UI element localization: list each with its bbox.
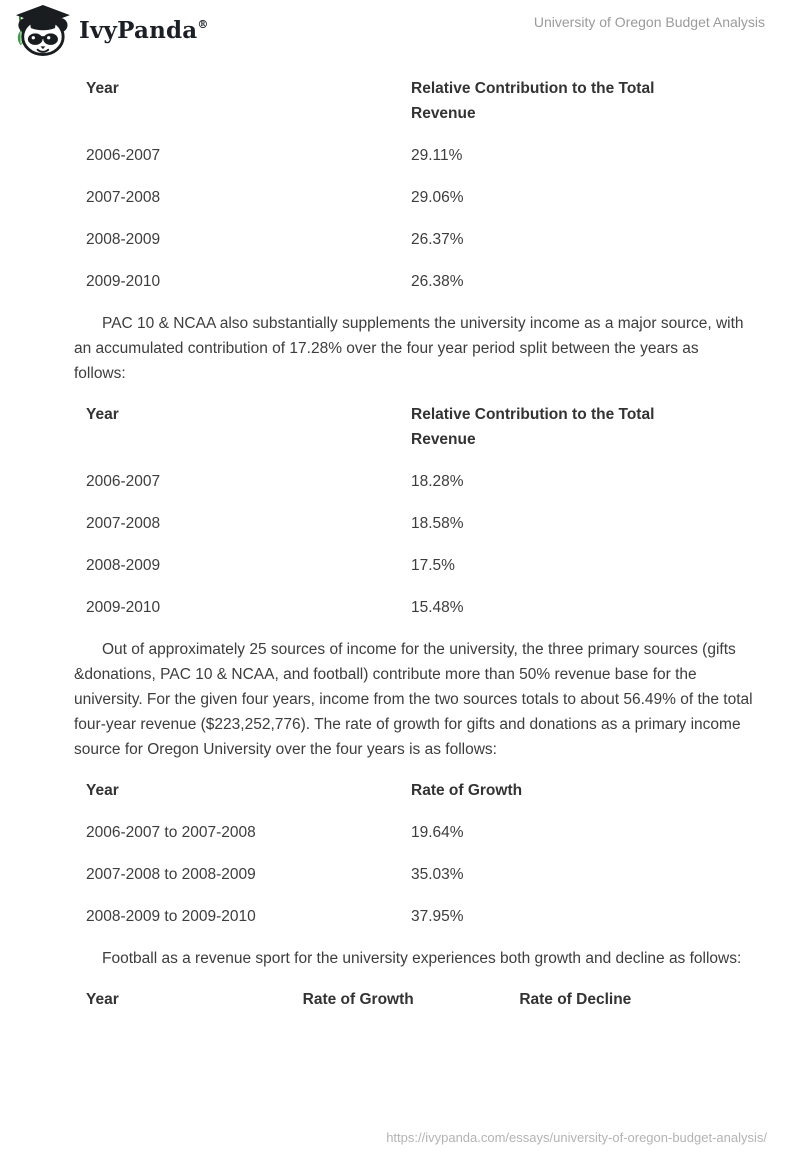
paragraph-pac10-intro: PAC 10 & NCAA also substantially supplements the university income as a major source, with an accumulated contribution of 17.28% over the four year period split between the years as follows: bbox=[74, 315, 744, 382]
value-cell: 29.06% bbox=[411, 189, 464, 206]
table-row bbox=[74, 135, 724, 177]
value-cell: 17.5% bbox=[411, 557, 455, 574]
column-header-year: Year bbox=[86, 782, 119, 799]
panda-graduate-logo-icon bbox=[10, 4, 72, 56]
football-growth-decline-table bbox=[74, 979, 724, 1021]
table-row bbox=[74, 545, 724, 587]
year-cell: 2009-2010 bbox=[86, 599, 161, 616]
logo-wordmark: IvyPanda® bbox=[79, 16, 209, 44]
year-cell: 2009-2010 bbox=[86, 273, 161, 290]
table-row bbox=[74, 896, 724, 938]
paragraph-football-intro: Football as a revenue sport for the university experiences both growth and decline as follows: bbox=[102, 950, 742, 967]
table-header-row bbox=[74, 394, 724, 461]
value-cell: 37.95% bbox=[411, 908, 464, 925]
column-header-growth: Rate of Growth bbox=[411, 782, 523, 799]
table-row bbox=[74, 261, 724, 303]
document-body bbox=[74, 68, 754, 1021]
value-cell: 18.28% bbox=[411, 473, 464, 490]
pac10-contribution-table bbox=[74, 394, 724, 629]
table-row bbox=[74, 219, 724, 261]
year-cell: 2006-2007 bbox=[86, 473, 161, 490]
table-header-row bbox=[74, 68, 724, 135]
table-row bbox=[74, 587, 724, 629]
value-cell: 18.58% bbox=[411, 515, 464, 532]
ivypanda-logo bbox=[10, 4, 209, 56]
table-row bbox=[74, 461, 724, 503]
value-cell: 35.03% bbox=[411, 866, 464, 883]
column-header-contribution: Relative Contribution to the Total Revenue bbox=[411, 406, 655, 448]
value-cell: 19.64% bbox=[411, 824, 464, 841]
column-header-contribution: Relative Contribution to the Total Revenue bbox=[411, 80, 655, 122]
value-cell: 26.38% bbox=[411, 273, 464, 290]
column-header-year: Year bbox=[86, 991, 119, 1008]
year-cell: 2007-2008 bbox=[86, 189, 161, 206]
year-cell: 2007-2008 bbox=[86, 515, 161, 532]
page-header bbox=[0, 0, 800, 60]
source-url: https://ivypanda.com/essays/university-of-oregon-budget-analysis/ bbox=[386, 1130, 767, 1145]
table-row bbox=[74, 503, 724, 545]
year-cell: 2008-2009 bbox=[86, 231, 161, 248]
value-cell: 26.37% bbox=[411, 231, 464, 248]
table-header-row bbox=[74, 770, 724, 812]
gifts-contribution-table bbox=[74, 68, 724, 303]
column-header-year: Year bbox=[86, 406, 119, 423]
registered-trademark: ® bbox=[197, 17, 209, 31]
year-range-cell: 2008-2009 to 2009-2010 bbox=[86, 908, 256, 925]
gifts-growth-table bbox=[74, 770, 724, 938]
year-range-cell: 2007-2008 to 2008-2009 bbox=[86, 866, 256, 883]
column-header-year: Year bbox=[86, 80, 119, 97]
table-row bbox=[74, 854, 724, 896]
year-cell: 2006-2007 bbox=[86, 147, 161, 164]
document-title: University of Oregon Budget Analysis bbox=[533, 14, 765, 30]
column-header-growth: Rate of Growth bbox=[302, 991, 414, 1008]
value-cell: 15.48% bbox=[411, 599, 464, 616]
column-header-decline: Rate of Decline bbox=[519, 991, 632, 1008]
paragraph-income-sources: Out of approximately 25 sources of income for the university, the three primary sources (gifts &donations, PAC 10 & NCAA, and football) contribute more than 50% revenue base for the university. For the given four years, income from the two sources totals to about 56.49% of the total four-year revenue ($223,252,776). The rate of growth for gifts and donations as a primary income source for Oregon University over the four years is as follows: bbox=[74, 641, 753, 758]
year-cell: 2008-2009 bbox=[86, 557, 161, 574]
table-row bbox=[74, 812, 724, 854]
table-header-row bbox=[74, 979, 724, 1021]
value-cell: 29.11% bbox=[411, 147, 463, 164]
year-range-cell: 2006-2007 to 2007-2008 bbox=[86, 824, 256, 841]
table-row bbox=[74, 177, 724, 219]
